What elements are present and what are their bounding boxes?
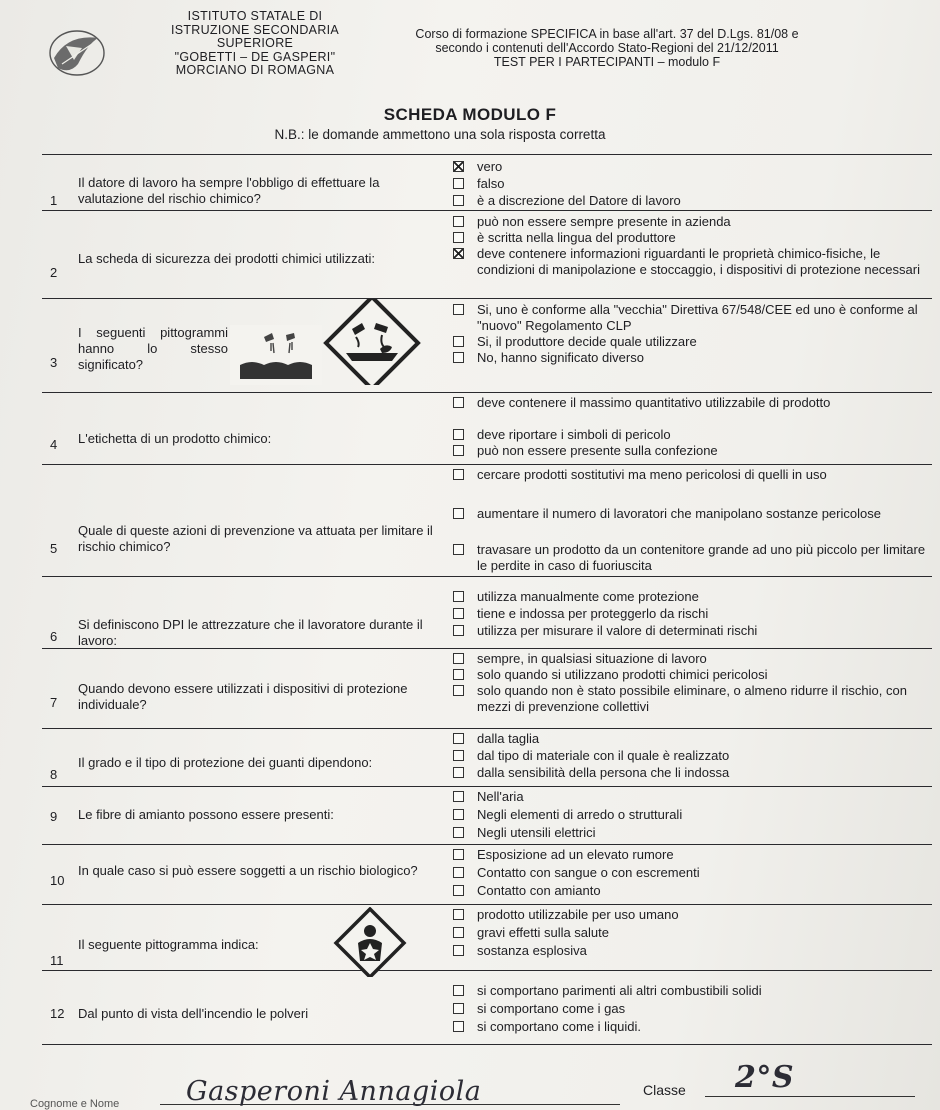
question-number: 2 [50, 265, 58, 280]
answer-option[interactable]: Negli elementi di arredo o strutturali [433, 807, 928, 823]
answer-option[interactable]: cercare prodotti sostitutivi ma meno pericolosi di quelli in uso [433, 467, 928, 483]
answer-checkbox[interactable] [453, 791, 464, 802]
question-number: 10 [50, 873, 65, 888]
answer-checkbox[interactable] [453, 653, 464, 664]
answer-checkbox[interactable] [453, 336, 464, 347]
answer-option[interactable]: Esposizione ad un elevato rumore [433, 847, 928, 863]
school-line: SUPERIORE [216, 36, 294, 51]
answer-option[interactable]: vero [433, 159, 928, 175]
answer-checkbox[interactable] [453, 827, 464, 838]
question-text: In quale caso si può essere soggetti a un rischio biologico? [78, 863, 418, 878]
answer-checkbox[interactable] [453, 248, 464, 259]
answer-option[interactable]: Si, uno è conforme alla "vecchia" Direttiva 67/548/CEE ed uno è conforme al "nuovo" Regolamento CLP [433, 302, 928, 333]
question-text: I seguenti pittogrammi hanno lo stesso significato? [78, 325, 228, 372]
answer-option[interactable]: solo quando si utilizzano prodotti chimici pericolosi [433, 667, 928, 683]
answer-option[interactable]: Contatto con sangue o con escrementi [433, 865, 928, 881]
answer-option[interactable]: sempre, in qualsiasi situazione di lavoro [433, 651, 928, 667]
question-row-10 [42, 845, 932, 905]
instructions-note: N.B.: le domande ammettono una sola risposta corretta [274, 127, 606, 142]
question-row-4 [42, 393, 932, 465]
class-label: Classe [643, 1082, 686, 1098]
answer-option[interactable]: utilizza per misurare il valore di determinati rischi [433, 623, 928, 639]
question-row-11 [42, 905, 932, 971]
answer-checkbox[interactable] [453, 469, 464, 480]
answer-option[interactable]: deve contenere il massimo quantitativo utilizzabile di prodotto [433, 395, 928, 411]
answer-checkbox[interactable] [453, 625, 464, 636]
answer-checkbox[interactable] [453, 909, 464, 920]
answer-checkbox[interactable] [453, 508, 464, 519]
question-number: 12 [50, 1006, 65, 1021]
answer-checkbox[interactable] [453, 397, 464, 408]
question-row-1 [42, 155, 932, 211]
answer-checkbox[interactable] [453, 195, 464, 206]
answer-option[interactable]: sostanza esplosiva [433, 943, 928, 959]
answer-checkbox[interactable] [453, 178, 464, 189]
answer-checkbox[interactable] [453, 304, 464, 315]
question-text: Quale di queste azioni di prevenzione va attuata per limitare il rischio chimico? [78, 523, 433, 554]
school-line: MORCIANO DI ROMAGNA [175, 63, 335, 78]
question-row-7 [42, 649, 932, 729]
health-hazard-pictogram-icon [332, 907, 408, 977]
answer-checkbox[interactable] [453, 1003, 464, 1014]
school-line: ISTITUTO STATALE DI [187, 9, 323, 23]
answer-option[interactable]: tiene e indossa per proteggerlo da rischi [433, 606, 928, 622]
question-row-8 [42, 729, 932, 787]
answer-checkbox[interactable] [453, 750, 464, 761]
question-row-3 [42, 299, 932, 393]
answer-option[interactable]: Negli utensili elettrici [433, 825, 928, 841]
answer-option[interactable]: No, hanno significato diverso [433, 350, 928, 366]
answer-checkbox[interactable] [453, 352, 464, 363]
answer-checkbox[interactable] [453, 232, 464, 243]
answer-checkbox[interactable] [453, 945, 464, 956]
question-number: 6 [50, 629, 58, 644]
question-table [42, 154, 932, 1045]
question-number: 7 [50, 695, 58, 710]
question-row-2 [42, 211, 932, 299]
answer-option[interactable]: si comportano come i gas [433, 1001, 928, 1017]
question-number: 5 [50, 541, 58, 556]
answer-checkbox[interactable] [453, 685, 464, 696]
answer-checkbox[interactable] [453, 985, 464, 996]
answer-checkbox[interactable] [453, 733, 464, 744]
answer-option[interactable]: deve riportare i simboli di pericolo [433, 427, 928, 443]
name-label: Cognome e Nome [30, 1098, 120, 1110]
answer-checkbox[interactable] [453, 544, 464, 555]
answer-checkbox[interactable] [453, 767, 464, 778]
answer-option[interactable]: Contatto con amianto [433, 883, 928, 899]
class-field-line [705, 1096, 915, 1097]
question-row-5 [42, 465, 932, 577]
answer-option[interactable]: è scritta nella lingua del produttore [433, 230, 928, 246]
question-number: 1 [50, 193, 58, 208]
answer-option[interactable]: deve contenere informazioni riguardanti le proprietà chimico-fisiche, le condizioni di manipolazione e stoccaggio, i dispositivi di protezione necessari [433, 246, 928, 277]
answer-checkbox[interactable] [453, 1021, 464, 1032]
answer-option[interactable]: gravi effetti sulla salute [433, 925, 928, 941]
question-text: Il datore di lavoro ha sempre l'obbligo di effettuare la valutazione del rischio chimico? [78, 175, 380, 206]
answer-option[interactable]: è a discrezione del Datore di lavoro [433, 193, 928, 209]
course-line: Corso di formazione SPECIFICA in base all'art. 37 del D.Lgs. 81/08 e [415, 27, 799, 41]
answer-option[interactable]: può non essere presente sulla confezione [433, 443, 928, 459]
answer-checkbox[interactable] [453, 161, 464, 172]
answer-option[interactable]: solo quando non è stato possibile eliminare, o almeno ridurre il rischio, con mezzi di prevenzione collettivi [433, 683, 928, 714]
question-number: 11 [50, 953, 64, 968]
question-text: Quando devono essere utilizzati i dispositivi di protezione individuale? [78, 681, 408, 712]
name-field[interactable]: Gasperoni Annagiola [186, 1076, 482, 1107]
answer-option[interactable]: aumentare il numero di lavoratori che manipolano sostanze pericolose [433, 506, 928, 522]
answer-option[interactable]: può non essere sempre presente in azienda [433, 214, 928, 230]
question-row-9 [42, 787, 932, 845]
answer-option[interactable]: dalla taglia [433, 731, 928, 747]
answer-checkbox[interactable] [453, 608, 464, 619]
answer-checkbox[interactable] [453, 669, 464, 680]
question-text: Dal punto di vista dell'incendio le polveri [78, 1006, 309, 1021]
answer-checkbox[interactable] [453, 849, 464, 860]
answer-checkbox[interactable] [453, 867, 464, 878]
answer-option[interactable]: dalla sensibilità della persona che li indossa [433, 765, 928, 781]
question-text: L'etichetta di un prodotto chimico: [78, 431, 272, 446]
answer-checkbox[interactable] [453, 216, 464, 227]
question-text: Il seguente pittogramma indica: [78, 937, 259, 952]
question-number: 8 [50, 767, 58, 782]
question-row-12 [42, 971, 932, 1046]
answer-checkbox[interactable] [453, 885, 464, 896]
answer-option[interactable]: si comportano come i liquidi. [433, 1019, 928, 1035]
question-number: 3 [50, 355, 58, 370]
answer-option[interactable]: prodotto utilizzabile per uso umano [433, 907, 928, 923]
answer-option[interactable]: Si, il produttore decide quale utilizzare [433, 334, 928, 350]
question-text: Si definiscono DPI le attrezzature che il lavoratore durante il lavoro: [78, 617, 423, 648]
question-number: 4 [50, 437, 58, 452]
answer-checkbox[interactable] [453, 429, 464, 440]
corrosive-pictogram-old-icon [230, 325, 322, 385]
course-info [372, 27, 842, 69]
corrosive-pictogram-clp-icon [322, 299, 422, 385]
school-logo-icon [48, 24, 106, 82]
question-text: Le fibre di amianto possono essere presenti: [78, 807, 334, 822]
answer-checkbox[interactable] [453, 591, 464, 602]
page-title: SCHEDA MODULO F [383, 105, 557, 124]
answer-option[interactable]: dal tipo di materiale con il quale è realizzato [433, 748, 928, 764]
answer-checkbox[interactable] [453, 445, 464, 456]
answer-option[interactable]: travasare un prodotto da un contenitore grande ad uno più piccolo per limitare le perdite in caso di fuoriuscita [433, 542, 928, 573]
course-line: secondo i contenuti dell'Accordo Stato-Regioni del 21/12/2011 [435, 41, 779, 55]
question-row-6 [42, 577, 932, 649]
school-line: ISTRUZIONE SECONDARIA [170, 22, 340, 37]
answer-option[interactable]: Nell'aria [433, 789, 928, 805]
answer-checkbox[interactable] [453, 809, 464, 820]
course-line: TEST PER I PARTECIPANTI – modulo F [493, 55, 721, 69]
answer-option[interactable]: utilizza manualmente come protezione [433, 589, 928, 605]
question-text: Il grado e il tipo di protezione dei guanti dipendono: [78, 755, 373, 770]
question-text: La scheda di sicurezza dei prodotti chimici utilizzati: [78, 251, 375, 266]
question-number: 9 [50, 809, 58, 824]
answer-option[interactable]: falso [433, 176, 928, 192]
answer-option[interactable]: si comportano parimenti ali altri combustibili solidi [433, 983, 928, 999]
class-field[interactable]: 2°S [735, 1060, 795, 1095]
answer-checkbox[interactable] [453, 927, 464, 938]
school-line: "GOBETTI – DE GASPERI" [174, 49, 336, 64]
school-name [140, 10, 370, 78]
